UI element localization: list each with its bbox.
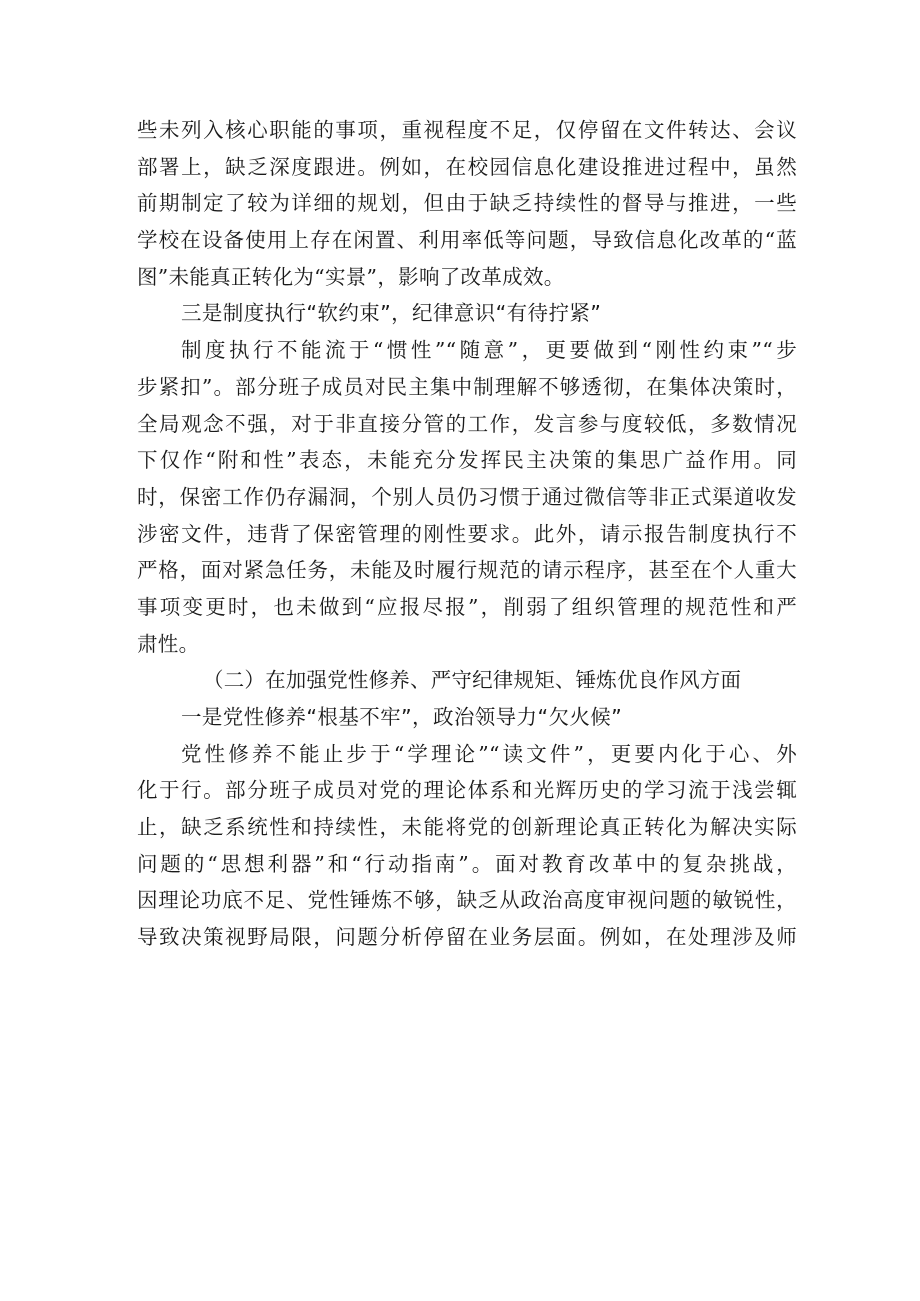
text-line: 止，缺乏系统性和持续性，未能将党的创新理论真正转化为解决实际 (137, 815, 797, 840)
paragraph-info-reform (137, 112, 797, 295)
text-line: 严格，面对紧急任务，未能及时履行规范的请示程序，甚至在个人重大 (137, 558, 797, 583)
text-line: 图”未能真正转化为“实景”，影响了改革成效。 (137, 264, 565, 289)
text-line: 部署上，缺乏深度跟进。例如，在校园信息化建设推进过程中，虽然 (137, 154, 797, 179)
text-line: 时，保密工作仍存漏洞，个别人员仍习惯于通过微信等非正式渠道收发 (137, 484, 797, 509)
text-line: 全局观念不强，对于非直接分管的工作，发言参与度较低，多数情况 (137, 411, 797, 436)
text-line: 些未列入核心职能的事项，重视程度不足，仅停留在文件转达、会议 (137, 118, 797, 142)
section-heading-party-discipline: （二）在加强党性修养、严守纪律规矩、锤炼优良作风方面 (203, 668, 742, 693)
text-line: 前期制定了较为详细的规划，但由于缺乏持续性的督导与推进，一些 (137, 191, 797, 216)
text-line: 制度执行不能流于“惯性”“随意”，更要做到“刚性约束”“步 (181, 338, 797, 363)
subheading-party-cultivation: 一是党性修养“根基不牢”，政治领导力“欠火候” (181, 705, 623, 729)
subheading-system-execution: 三是制度执行“软约束”，纪律意识“有待拧紧” (181, 301, 602, 326)
text-line: 涉密文件，违背了保密管理的刚性要求。此外，请示报告制度执行不 (137, 521, 797, 546)
paragraph-party-cultivation (137, 736, 797, 956)
document-page (137, 112, 797, 956)
text-line: 肃性。 (137, 631, 200, 656)
text-line: 下仅作“附和性”表态，未能充分发挥民主决策的集思广益作用。同 (137, 448, 797, 473)
text-line: 事项变更时，也未做到“应报尽报”，削弱了组织管理的规范性和严 (137, 594, 797, 619)
text-line: 化于行。部分班子成员对党的理论体系和光辉历史的学习流于浅尝辄 (137, 778, 797, 803)
text-line: 导致决策视野局限，问题分析停留在业务层面。例如，在处理涉及师 (137, 925, 797, 950)
text-line: 党性修养不能止步于“学理论”“读文件”，更要内化于心、外 (181, 741, 797, 766)
text-line: 学校在设备使用上存在闲置、利用率低等问题，导致信息化改革的“蓝 (137, 228, 797, 253)
paragraph-system-execution (137, 332, 797, 662)
text-line: 问题的“思想利器”和“行动指南”。面对教育改革中的复杂挑战， (137, 851, 797, 876)
text-line: 步紧扣”。部分班子成员对民主集中制理解不够透彻，在集体决策时， (137, 374, 797, 399)
text-line: 因理论功底不足、党性锤炼不够，缺乏从政治高度审视问题的敏锐性， (137, 888, 797, 913)
